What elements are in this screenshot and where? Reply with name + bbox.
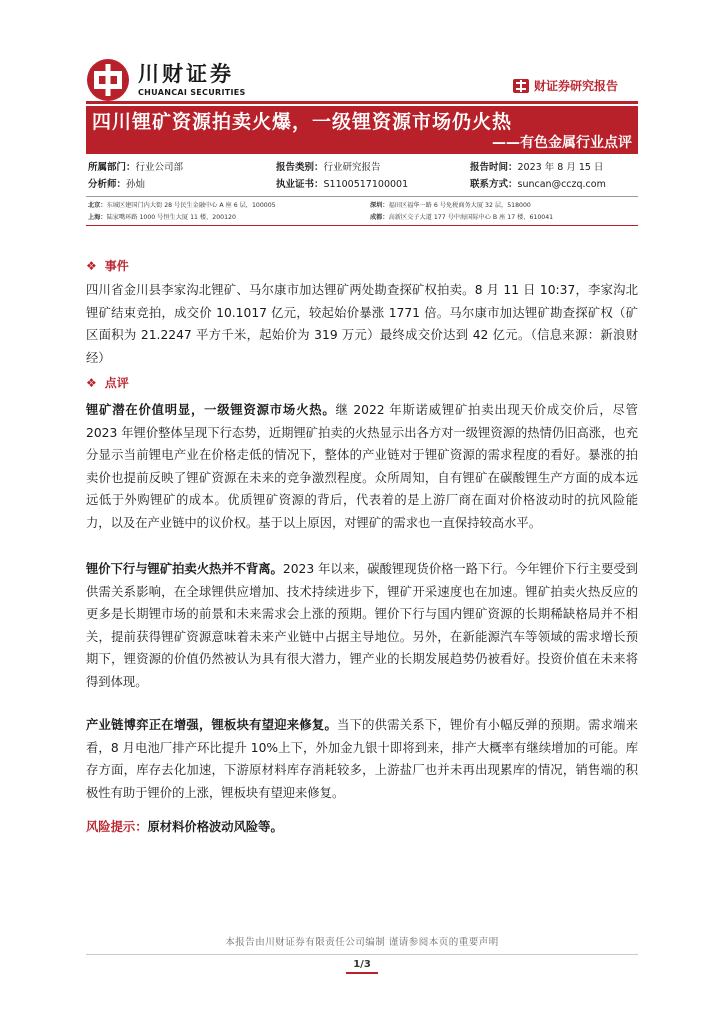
- risk-label: 风险提示：: [86, 820, 148, 834]
- shenzhen-address: 福田区福华一路 6 号免税商务大厦 32 层，518000: [388, 202, 531, 209]
- cert-label: 执业证书：: [276, 179, 324, 190]
- comment-paragraph-2: [86, 558, 638, 694]
- comment-paragraph-1: [86, 399, 638, 535]
- diamond-bullet-icon: ❖: [86, 376, 97, 390]
- page-number-underline: [346, 972, 378, 974]
- time-label: 报告时间：: [470, 162, 518, 173]
- risk-text: 原材料价格波动风险等。: [147, 820, 283, 834]
- dept-value: 行业公司部: [135, 162, 184, 173]
- comment-body-2: 2023 年以来，碳酸锂现货价格一路下行。今年锂价下行主要受到供需关系影响，在全球锂供应增加、技术持续进步下，锂矿开采速度也在加速。锂矿拍卖火热反应的更多是长期锂市场的前景和未来需求会上涨的预期。锂价下行与国内锂矿资源的长期稀缺格局并不相关，提前获得锂矿资源意味着未来产业链中占据主导地位。另外，在新能源汽车等领域的需求增长预期下，锂资源的价值仍然被认为具有很大潜力，锂产业的长期发展趋势仍被看好。投资价值在未来将得到体现。: [86, 562, 638, 689]
- report-brand-label: 财证券研究报告: [534, 79, 619, 93]
- analyst-value: 孙灿: [126, 179, 146, 190]
- comment-paragraph-3: [86, 714, 638, 804]
- footer-rule: [86, 954, 638, 955]
- address-divider: [86, 225, 638, 226]
- header-rule: [86, 101, 638, 104]
- chengdu-label: 成都：: [370, 214, 389, 221]
- shanghai-address: 陆家嘴环路 1000 号恒生大厦 11 楼，200120: [106, 214, 236, 221]
- comment-lead-1: 锂矿潜在价值明显，一级锂资源市场火热。: [86, 403, 336, 417]
- chuancai-logo: [86, 58, 130, 102]
- report-mark-icon: [513, 79, 529, 93]
- report-subtitle: ——有色金属行业点评: [492, 135, 632, 151]
- meta-divider: [86, 196, 638, 197]
- event-paragraph: 四川省金川县李家沟北锂矿、马尔康市加达锂矿两处勘查探矿权拍卖。8 月 11 日 10:37，李家沟北锂矿结束竞拍，成交价 10.1017 亿元，较起始价暴涨 1771 倍。马尔康市加达锂矿勘查探矿权（矿区面积为 21.2247 平方千米，起始价为 319 万元）最终成交价达到 42 亿元。（信息来源：新浪财经）: [86, 283, 638, 365]
- chengdu-address: 高新区交子大道 177 号中海国际中心 B 座 17 楼，610041: [388, 214, 554, 221]
- risk-notice: [86, 817, 283, 837]
- shanghai-label: 上海：: [88, 214, 107, 221]
- section-event-title: 事件: [104, 259, 129, 273]
- page-number: 1/3: [353, 959, 371, 970]
- dept-label: 所属部门：: [88, 162, 136, 173]
- contact-label: 联系方式：: [470, 179, 518, 190]
- comment-body-1: 继 2022 年斯诺威锂矿拍卖出现天价成交价后，尽管 2023 年锂价整体呈现下行态势，近期锂矿拍卖的火热显示出各方对一级锂资源的热情仍旧高涨，也充分显示当前锂电产业在价格走低的情况下，整体的产业链对于锂矿资源的需求程度的看好。暴涨的拍卖价也提前反映了锂矿资源在未来的竞争激烈程度。众所周知，自有锂矿在碳酸锂生产方面的成本远远低于外购锂矿的成本。优质锂矿资源的背后，代表着的是上游厂商在面对价格波动时的抗风险能力，以及在产业链中的议价权。基于以上原因，对锂矿的需求也一直保持较高水平。: [86, 403, 638, 530]
- footer-disclaimer: 本报告由川财证券有限责任公司编制 谨请参阅本页的重要声明: [225, 937, 499, 948]
- brand-name-cn: 川财证券: [138, 61, 234, 86]
- section-comment-heading: [86, 375, 129, 391]
- beijing-address: 东城区建国门内大街 28 号民生金融中心 A 座 6 层，100005: [106, 202, 276, 209]
- analyst-label: 分析师：: [88, 179, 127, 190]
- contact-email[interactable]: suncan@cczq.com: [517, 179, 606, 190]
- beijing-label: 北京：: [88, 202, 107, 209]
- comment-lead-2: 锂价下行与锂矿拍卖火热并不背离。: [86, 562, 283, 576]
- time-value: 2023 年 8 月 15 日: [517, 162, 604, 173]
- shenzhen-label: 深圳：: [370, 202, 389, 209]
- report-title: 四川锂矿资源拍卖火爆，一级锂资源市场仍火热: [92, 111, 513, 133]
- cert-value: S1100517100001: [323, 179, 409, 190]
- section-comment-title: 点评: [104, 376, 129, 390]
- type-value: 行业研究报告: [323, 162, 381, 173]
- title-banner: [86, 106, 638, 154]
- diamond-bullet-icon: ❖: [86, 259, 97, 273]
- section-event-heading: [86, 258, 129, 274]
- type-label: 报告类别：: [276, 162, 324, 173]
- comment-lead-3: 产业链博弈正在增强，锂板块有望迎来修复。: [86, 718, 338, 732]
- comment-body-3: 当下的供需关系下，锂价有小幅反弹的预期。需求端来看，8 月电池厂排产环比提升 10%上下，外加金九银十即将到来，排产大概率有继续增加的可能。库存方面，库存去化加速，下游原材料库存消耗较多，上游盐厂也并未再出现累库的情况，销售端的积极性有助于锂价的上涨，锂板块有望迎来修复。: [86, 718, 638, 800]
- brand-name-en: CHUANCAI SECURITIES: [138, 88, 246, 97]
